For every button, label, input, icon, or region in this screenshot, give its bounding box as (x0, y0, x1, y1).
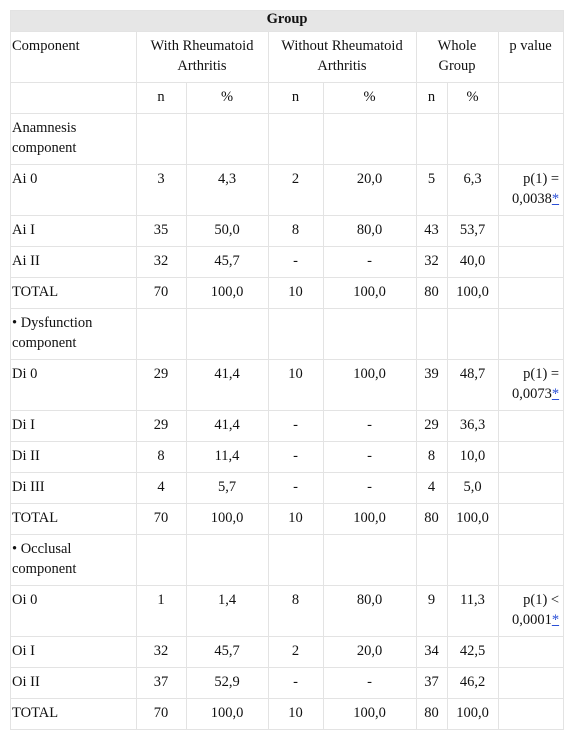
percent-cell: 100,0 (187, 278, 269, 309)
section-label: • Dysfunction component (11, 309, 137, 360)
table-body (11, 114, 564, 730)
n-cell: 2 (269, 637, 324, 668)
table-row (11, 586, 564, 637)
empty-cell (11, 83, 137, 114)
n-cell: 4 (137, 473, 187, 504)
percent-cell: 4,3 (187, 165, 269, 216)
table-row (11, 668, 564, 699)
percent-cell: 42,5 (448, 637, 499, 668)
n-cell: 10 (269, 278, 324, 309)
section-row (11, 535, 564, 586)
percent-cell: 100,0 (324, 504, 417, 535)
percent-cell: 11,3 (448, 586, 499, 637)
percent-cell: 100,0 (448, 504, 499, 535)
row-label: Oi I (11, 637, 137, 668)
n-cell: 29 (417, 411, 448, 442)
percent-cell: 5,7 (187, 473, 269, 504)
percent-cell: 52,9 (187, 668, 269, 699)
empty-cell (417, 114, 448, 165)
empty-cell (499, 699, 564, 730)
percent-header: % (324, 83, 417, 114)
empty-cell (448, 309, 499, 360)
table-row (11, 216, 564, 247)
percent-cell: 80,0 (324, 586, 417, 637)
percent-cell: 100,0 (324, 278, 417, 309)
percent-cell: 100,0 (324, 360, 417, 411)
section-row (11, 309, 564, 360)
row-label: Ai II (11, 247, 137, 278)
row-label: Di II (11, 442, 137, 473)
empty-cell (499, 309, 564, 360)
percent-cell: 6,3 (448, 165, 499, 216)
empty-cell (499, 411, 564, 442)
percent-cell: 20,0 (324, 165, 417, 216)
pvalue-text: p(1) = 0,0038 (511, 171, 560, 207)
row-label: Ai 0 (11, 165, 137, 216)
table-row (11, 473, 564, 504)
percent-cell: 5,0 (448, 473, 499, 504)
table-row (11, 360, 564, 411)
n-cell: 8 (137, 442, 187, 473)
n-cell: 37 (137, 668, 187, 699)
n-cell: - (269, 442, 324, 473)
table-row (11, 637, 564, 668)
empty-cell (499, 442, 564, 473)
n-header: n (137, 83, 187, 114)
pvalue-text: p(1) < 0,0001 (511, 592, 560, 628)
section-label: • Occlusal component (11, 535, 137, 586)
n-cell: 43 (417, 216, 448, 247)
row-label: TOTAL (11, 504, 137, 535)
row-label: Di III (11, 473, 137, 504)
percent-cell: 10,0 (448, 442, 499, 473)
percent-cell: 100,0 (448, 278, 499, 309)
n-cell: 39 (417, 360, 448, 411)
n-cell: 32 (137, 637, 187, 668)
percent-cell: 50,0 (187, 216, 269, 247)
with-ra-header: With Rheumatoid Arthritis (137, 32, 269, 83)
percent-cell: 100,0 (448, 699, 499, 730)
empty-cell (269, 309, 324, 360)
group-header: Group (11, 11, 564, 32)
n-cell: 29 (137, 360, 187, 411)
footnote-link[interactable]: * (551, 612, 560, 628)
pvalue-text: p(1) = 0,0073 (511, 366, 560, 402)
empty-cell (269, 535, 324, 586)
pvalue-cell (499, 360, 564, 411)
section-label: Anamnesis component (11, 114, 137, 165)
pvalue-header: p value (499, 32, 564, 83)
row-label: Oi 0 (11, 586, 137, 637)
empty-cell (324, 309, 417, 360)
row-label: Di I (11, 411, 137, 442)
percent-cell: 40,0 (448, 247, 499, 278)
n-cell: 34 (417, 637, 448, 668)
empty-cell (137, 535, 187, 586)
percent-cell: - (324, 442, 417, 473)
without-ra-header: Without Rheumatoid Arthritis (269, 32, 417, 83)
pvalue-cell (499, 165, 564, 216)
percent-cell: 41,4 (187, 411, 269, 442)
n-cell: 35 (137, 216, 187, 247)
percent-cell: 11,4 (187, 442, 269, 473)
empty-cell (269, 114, 324, 165)
n-cell: 8 (417, 442, 448, 473)
component-header: Component (11, 32, 137, 83)
empty-cell (417, 309, 448, 360)
empty-cell (187, 309, 269, 360)
percent-cell: 46,2 (448, 668, 499, 699)
section-row (11, 114, 564, 165)
n-cell: 2 (269, 165, 324, 216)
percent-cell: 100,0 (324, 699, 417, 730)
percent-cell: - (324, 668, 417, 699)
n-cell: - (269, 473, 324, 504)
empty-cell (499, 473, 564, 504)
percent-cell: 45,7 (187, 637, 269, 668)
n-cell: 29 (137, 411, 187, 442)
empty-cell (448, 114, 499, 165)
percent-header: % (448, 83, 499, 114)
empty-cell (499, 247, 564, 278)
empty-cell (499, 504, 564, 535)
n-cell: 70 (137, 504, 187, 535)
empty-cell (499, 114, 564, 165)
empty-cell (187, 535, 269, 586)
n-cell: 32 (137, 247, 187, 278)
percent-cell: 45,7 (187, 247, 269, 278)
n-cell: 9 (417, 586, 448, 637)
n-cell: 8 (269, 586, 324, 637)
percent-cell: 20,0 (324, 637, 417, 668)
row-label: TOTAL (11, 278, 137, 309)
percent-cell: 48,7 (448, 360, 499, 411)
n-cell: 10 (269, 699, 324, 730)
percent-cell: 41,4 (187, 360, 269, 411)
n-cell: 70 (137, 278, 187, 309)
row-label: Di 0 (11, 360, 137, 411)
percent-cell: 36,3 (448, 411, 499, 442)
n-cell: 1 (137, 586, 187, 637)
percent-header: % (187, 83, 269, 114)
n-header: n (269, 83, 324, 114)
percent-cell: - (324, 411, 417, 442)
footnote-link[interactable]: * (551, 386, 560, 402)
row-label: Oi II (11, 668, 137, 699)
n-cell: 8 (269, 216, 324, 247)
empty-cell (137, 114, 187, 165)
table-row (11, 247, 564, 278)
n-header: n (417, 83, 448, 114)
empty-cell (137, 309, 187, 360)
n-cell: 37 (417, 668, 448, 699)
n-cell: - (269, 668, 324, 699)
empty-cell (499, 637, 564, 668)
percent-cell: 1,4 (187, 586, 269, 637)
n-cell: 32 (417, 247, 448, 278)
table-row (11, 165, 564, 216)
percent-cell: 100,0 (187, 504, 269, 535)
n-cell: 3 (137, 165, 187, 216)
percent-cell: 100,0 (187, 699, 269, 730)
n-cell: - (269, 247, 324, 278)
row-label: TOTAL (11, 699, 137, 730)
empty-cell (499, 668, 564, 699)
n-cell: 80 (417, 504, 448, 535)
pvalue-cell (499, 586, 564, 637)
n-cell: 80 (417, 699, 448, 730)
whole-group-header: Whole Group (417, 32, 499, 83)
footnote-link[interactable]: * (551, 191, 560, 207)
empty-cell (417, 535, 448, 586)
empty-cell (324, 535, 417, 586)
table-row (11, 411, 564, 442)
table-row (11, 278, 564, 309)
n-cell: 10 (269, 360, 324, 411)
n-cell: 80 (417, 278, 448, 309)
empty-cell (187, 114, 269, 165)
table-row (11, 504, 564, 535)
n-cell: - (269, 411, 324, 442)
row-label: Ai I (11, 216, 137, 247)
n-cell: 10 (269, 504, 324, 535)
empty-cell (499, 535, 564, 586)
empty-cell (499, 83, 564, 114)
empty-cell (448, 535, 499, 586)
empty-cell (499, 216, 564, 247)
percent-cell: - (324, 247, 417, 278)
n-cell: 4 (417, 473, 448, 504)
percent-cell: 53,7 (448, 216, 499, 247)
table-row (11, 442, 564, 473)
n-cell: 70 (137, 699, 187, 730)
empty-cell (499, 278, 564, 309)
empty-cell (324, 114, 417, 165)
percent-cell: 80,0 (324, 216, 417, 247)
percent-cell: - (324, 473, 417, 504)
table-row (11, 699, 564, 730)
results-table (10, 10, 564, 730)
n-cell: 5 (417, 165, 448, 216)
